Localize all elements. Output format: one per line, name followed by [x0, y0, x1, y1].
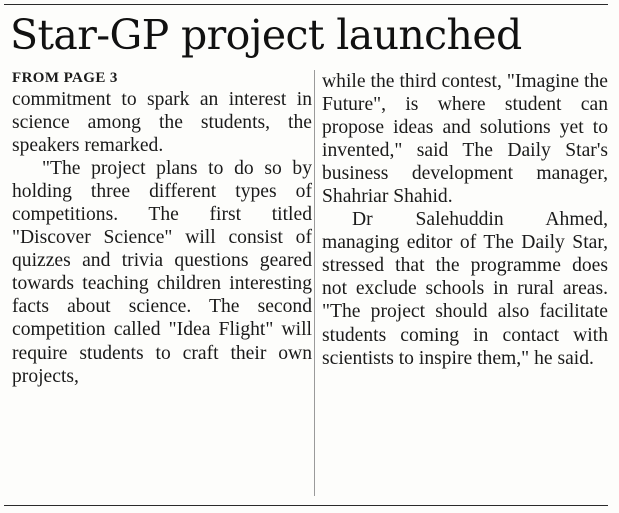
jump-kicker: FROM PAGE 3 — [12, 70, 118, 86]
paragraph-editor-quote: Dr Salehuddin Ahmed, managing editor of The Daily Star, stressed that the programme does not exclude schools in rural areas. "The project should also facilitate students coming in contact with scientists to inspire them," he said. — [322, 209, 608, 369]
column-divider — [314, 70, 315, 496]
paragraph-third-contest: while the third contest, "Imagine the Future", is where student can propose ideas and solutions yet to invented," said The Daily Star's business development manager, Shahriar Shahid. — [322, 71, 608, 208]
paragraph-continued: commitment to spark an interest in science among the students, the speakers remarked. — [12, 89, 312, 157]
headline: Star-GP project launched — [10, 11, 522, 59]
bottom-rule — [4, 505, 608, 506]
right-column — [322, 70, 608, 370]
paragraph-competitions: "The project plans to do so by holding three different types of competitions. The first titled "Discover Science" will consist of quizzes and trivia questions geared towards teaching children interesting facts about science. The second competition called "Idea Flight" will require students to craft their own projects, — [12, 158, 312, 387]
left-column — [12, 69, 312, 388]
top-rule — [4, 4, 608, 5]
